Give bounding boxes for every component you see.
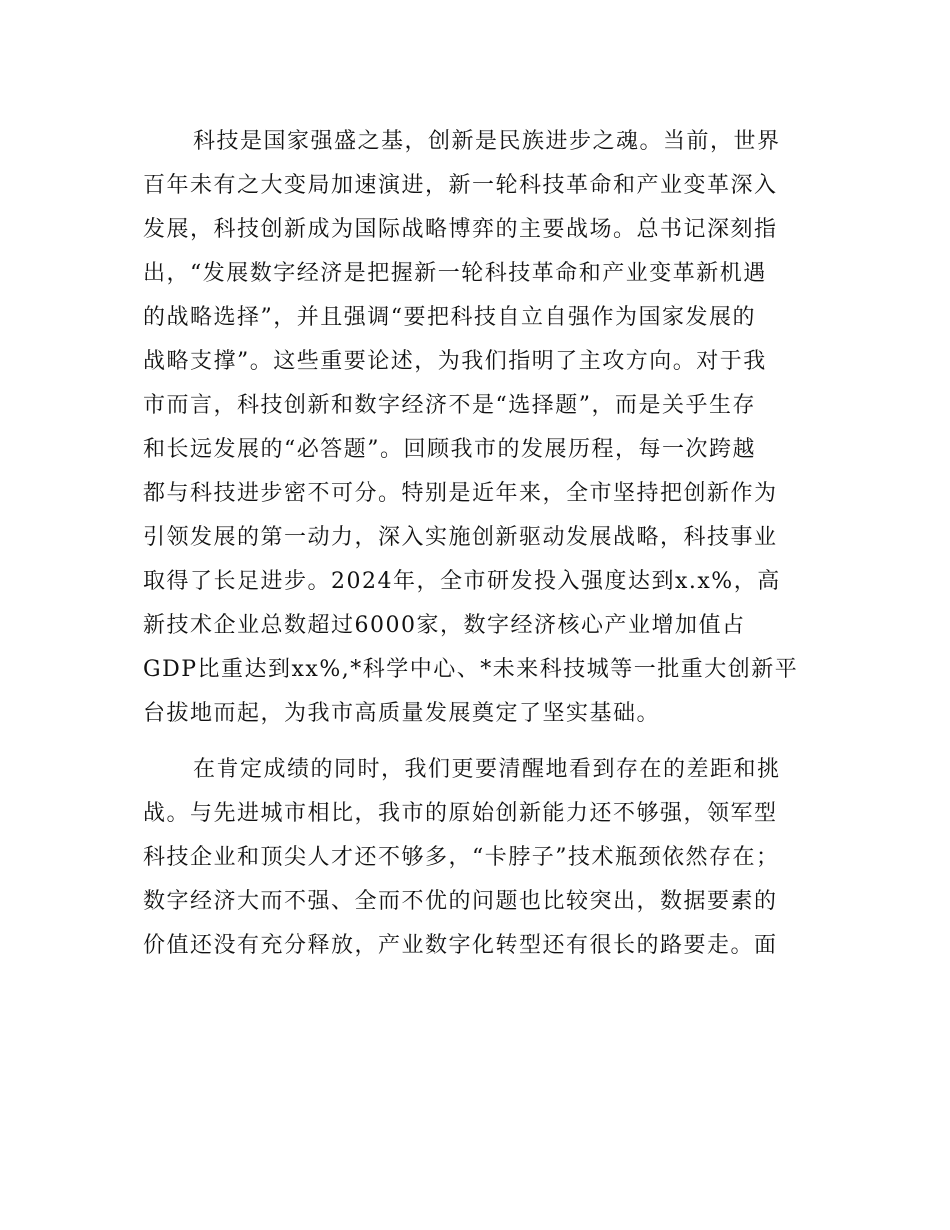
text-line: 战略支撑”。这些重要论述，为我们指明了主攻方向。对于我	[143, 349, 767, 374]
text-line: 发展，科技创新成为国际战略博弈的主要战场。总书记深刻指	[143, 217, 778, 242]
text-line: 科技是国家强盛之基，创新是民族进步之魂。当前，世界	[193, 129, 781, 154]
text-line: 市而言，科技创新和数字经济不是“选择题”，而是关乎生存	[143, 393, 756, 418]
text-line: 取得了长足进步。2024年，全市研发投入强度达到x.x%，高	[143, 569, 781, 594]
text-line: 引领发展的第一动力，深入实施创新驱动发展战略，科技事业	[143, 525, 778, 550]
text-line: 价值还没有充分释放，产业数字化转型还有很长的路要走。面	[143, 933, 778, 958]
text-line: 百年未有之大变局加速演进，新一轮科技革命和产业变革深入	[143, 173, 778, 198]
text-line: 出，“发展数字经济是把握新一轮科技革命和产业变革新机遇	[143, 261, 767, 286]
text-line: 的战略选择”，并且强调“要把科技自立自强作为国家发展的	[143, 305, 756, 330]
text-line: GDP比重达到xx%,*科学中心、*未来科技城等一批重大创新平	[143, 657, 799, 682]
text-line: 和长远发展的“必答题”。回顾我市的发展历程，每一次跨越	[143, 437, 756, 462]
text-line: 新技术企业总数超过6000家，数字经济核心产业增加值占	[143, 613, 746, 638]
text-line: 台拔地而起，为我市高质量发展奠定了坚实基础。	[143, 701, 661, 726]
text-line: 战。与先进城市相比，我市的原始创新能力还不够强，领军型	[143, 801, 778, 826]
text-line: 都与科技进步密不可分。特别是近年来，全市坚持把创新作为	[143, 481, 778, 506]
text-line: 数字经济大而不强、全而不优的问题也比较突出，数据要素的	[143, 889, 778, 914]
text-line: 科技企业和顶尖人才还不够多，“卡脖子”技术瓶颈依然存在；	[143, 845, 780, 870]
text-line: 在肯定成绩的同时，我们更要清醒地看到存在的差距和挑	[193, 757, 781, 782]
